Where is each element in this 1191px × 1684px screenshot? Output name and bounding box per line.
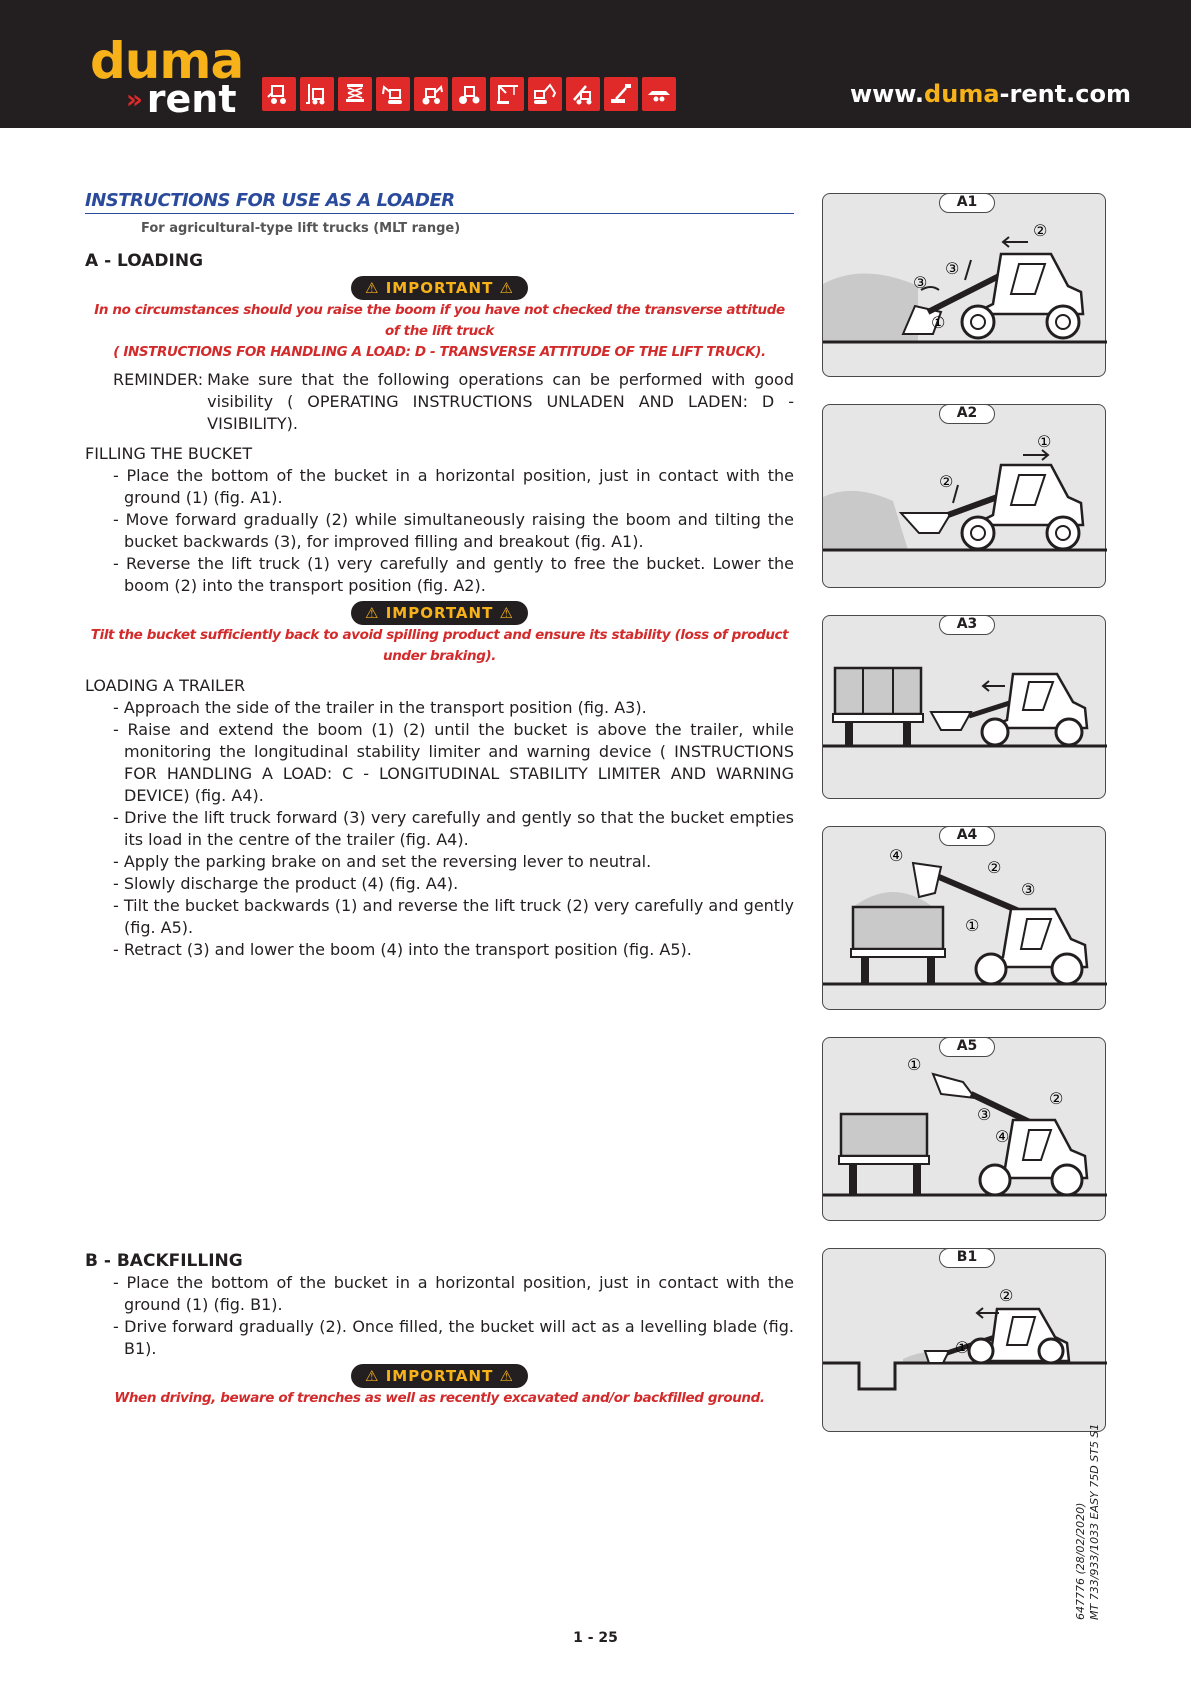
figure-label: A2 <box>939 404 995 424</box>
marker-2: ② <box>1033 223 1048 240</box>
reminder-label: REMINDER: <box>113 370 204 389</box>
backhoe-icon <box>414 77 448 111</box>
list-item: - Drive the lift truck forward (3) very carefully and gently so that the bucket empties its load in the centre of the trailer (fig. A4). <box>113 808 794 849</box>
marker-3b: ③ <box>945 261 960 278</box>
list-item: - Reverse the lift truck (1) very carefully and gently to free the bucket. Lower the boom (2) into the transport position (fig. A2). <box>113 554 794 595</box>
figure-b1 <box>822 1248 1106 1432</box>
section-a-heading: A - LOADING <box>85 251 204 271</box>
figure-a4 <box>822 826 1106 1010</box>
marker-1: ① <box>1037 434 1052 451</box>
figure-a2 <box>822 404 1106 588</box>
logo-rent-text: » rent <box>126 77 237 121</box>
a2-illustration <box>823 405 1107 589</box>
marker-3: ③ <box>1021 882 1036 899</box>
filling-heading: FILLING THE BUCKET <box>85 444 253 463</box>
a1-illustration <box>823 194 1107 378</box>
reminder-text: Make sure that the following operations can be performed with good visibility ( OPERATING INSTRUCTIONS UNLADEN AND LADEN: D - VISIBILITY). <box>207 370 794 433</box>
boom-lift-icon <box>604 77 638 111</box>
telehandler-icon <box>566 77 600 111</box>
marker-3: ③ <box>913 275 928 292</box>
list-item: - Raise and extend the boom (1) (2) until the bucket is above the trailer, while monitoring the longitudinal stability limiter and warning device ( INSTRUCTIONS FOR HANDLING A LOAD: C - LONGITUDINAL STABILITY LIMITER AND WARNING DEVICE) (fig. A4). <box>113 720 794 805</box>
page-title: INSTRUCTIONS FOR USE AS A LOADER <box>85 190 794 214</box>
roller-icon <box>452 77 486 111</box>
machine-icon-strip <box>262 77 676 111</box>
a3-illustration <box>823 616 1107 800</box>
marker-1: ① <box>965 918 980 935</box>
figure-label: B1 <box>939 1248 995 1268</box>
list-item: - Move forward gradually (2) while simultaneously raising the boom and tilting the bucket backwards (3), for improved filling and breakout (fig. A1). <box>113 510 794 551</box>
important-badge: ⚠ IMPORTANT ⚠ <box>351 276 528 300</box>
section-b <box>85 1246 794 1409</box>
figure-label: A1 <box>939 193 995 213</box>
marker-2: ② <box>987 860 1002 877</box>
section-b-heading: B - BACKFILLING <box>85 1251 243 1271</box>
marker-3: ③ <box>977 1107 992 1124</box>
backfilling-steps-list <box>113 1272 794 1360</box>
page-subtitle: For agricultural-type lift trucks (MLT range) <box>141 221 461 236</box>
figure-a3 <box>822 615 1106 799</box>
forklift-icon <box>300 77 334 111</box>
list-item: - Approach the side of the trailer in the transport position (fig. A3). <box>113 698 647 717</box>
figure-label: A5 <box>939 1037 995 1057</box>
list-item: - Place the bottom of the bucket in a horizontal position, just in contact with the ground (1) (fig. B1). <box>113 1273 794 1314</box>
figure-label: A4 <box>939 826 995 846</box>
figure-a1 <box>822 193 1106 377</box>
logo-duma-text: duma <box>90 32 244 90</box>
trailer-icon <box>642 77 676 111</box>
reminder-note <box>113 369 794 435</box>
important-badge: ⚠ IMPORTANT ⚠ <box>351 1364 528 1388</box>
header-bar <box>0 0 1191 128</box>
logo-chevron: » <box>126 85 143 115</box>
figure-label: A3 <box>939 615 995 635</box>
marker-2: ② <box>1049 1091 1064 1108</box>
list-item: - Apply the parking brake on and set the reversing lever to neutral. <box>113 852 652 871</box>
marker-2: ② <box>999 1288 1014 1305</box>
trench-warning: When driving, beware of trenches as well as recently excavated and/or backfilled ground. <box>114 1390 765 1406</box>
scissor-lift-icon <box>338 77 372 111</box>
figure-a5 <box>822 1037 1106 1221</box>
skid-loader-icon <box>262 77 296 111</box>
marker-4: ④ <box>889 848 904 865</box>
trailer-steps-list <box>113 697 794 961</box>
filling-steps-list <box>113 465 794 597</box>
a5-illustration <box>823 1038 1107 1222</box>
transverse-attitude-warning: In no circumstances should you raise the boom if you have not checked the transverse attitude of the lift truck ( INSTRUCTIONS FOR HANDLING A LOAD: D - TRANSVERSE ATTITUDE OF THE LIFT TRUCK). <box>94 302 785 360</box>
page-number: 1 - 25 <box>573 1630 618 1646</box>
bucket-tilt-warning: Tilt the bucket sufficiently back to avoid spilling product and ensure its stability (loss of product under braking). <box>90 627 789 664</box>
main-content <box>85 190 794 961</box>
marker-1: ① <box>907 1057 922 1074</box>
list-item: - Tilt the bucket backwards (1) and reverse the lift truck (2) very carefully and gently (fig. A5). <box>113 896 794 937</box>
marker-1: ① <box>955 1340 970 1357</box>
a4-illustration <box>823 827 1107 1011</box>
b1-illustration <box>823 1249 1107 1433</box>
important-badge: ⚠ IMPORTANT ⚠ <box>351 601 528 625</box>
list-item: - Place the bottom of the bucket in a horizontal position, just in contact with the ground (1) (fig. A1). <box>113 466 794 507</box>
marker-4: ④ <box>995 1129 1010 1146</box>
website-url[interactable]: www.duma-rent.com <box>849 80 1131 108</box>
document-reference: 647776 (28/02/2020) MT 733/933/1033 EASY 75D ST5 S1 <box>1074 1423 1101 1620</box>
list-item: - Retract (3) and lower the boom (4) into the transport position (fig. A5). <box>113 940 692 959</box>
list-item: - Drive forward gradually (2). Once filled, the bucket will act as a levelling blade (fig. B1). <box>113 1317 794 1358</box>
list-item: - Slowly discharge the product (4) (fig. A4). <box>113 874 459 893</box>
duma-rent-logo[interactable] <box>90 32 244 121</box>
trailer-heading: LOADING A TRAILER <box>85 676 246 695</box>
excavator-icon <box>528 77 562 111</box>
mini-excavator-icon <box>376 77 410 111</box>
marker-2: ② <box>939 474 954 491</box>
crane-icon <box>490 77 524 111</box>
marker-1: ① <box>931 315 946 332</box>
